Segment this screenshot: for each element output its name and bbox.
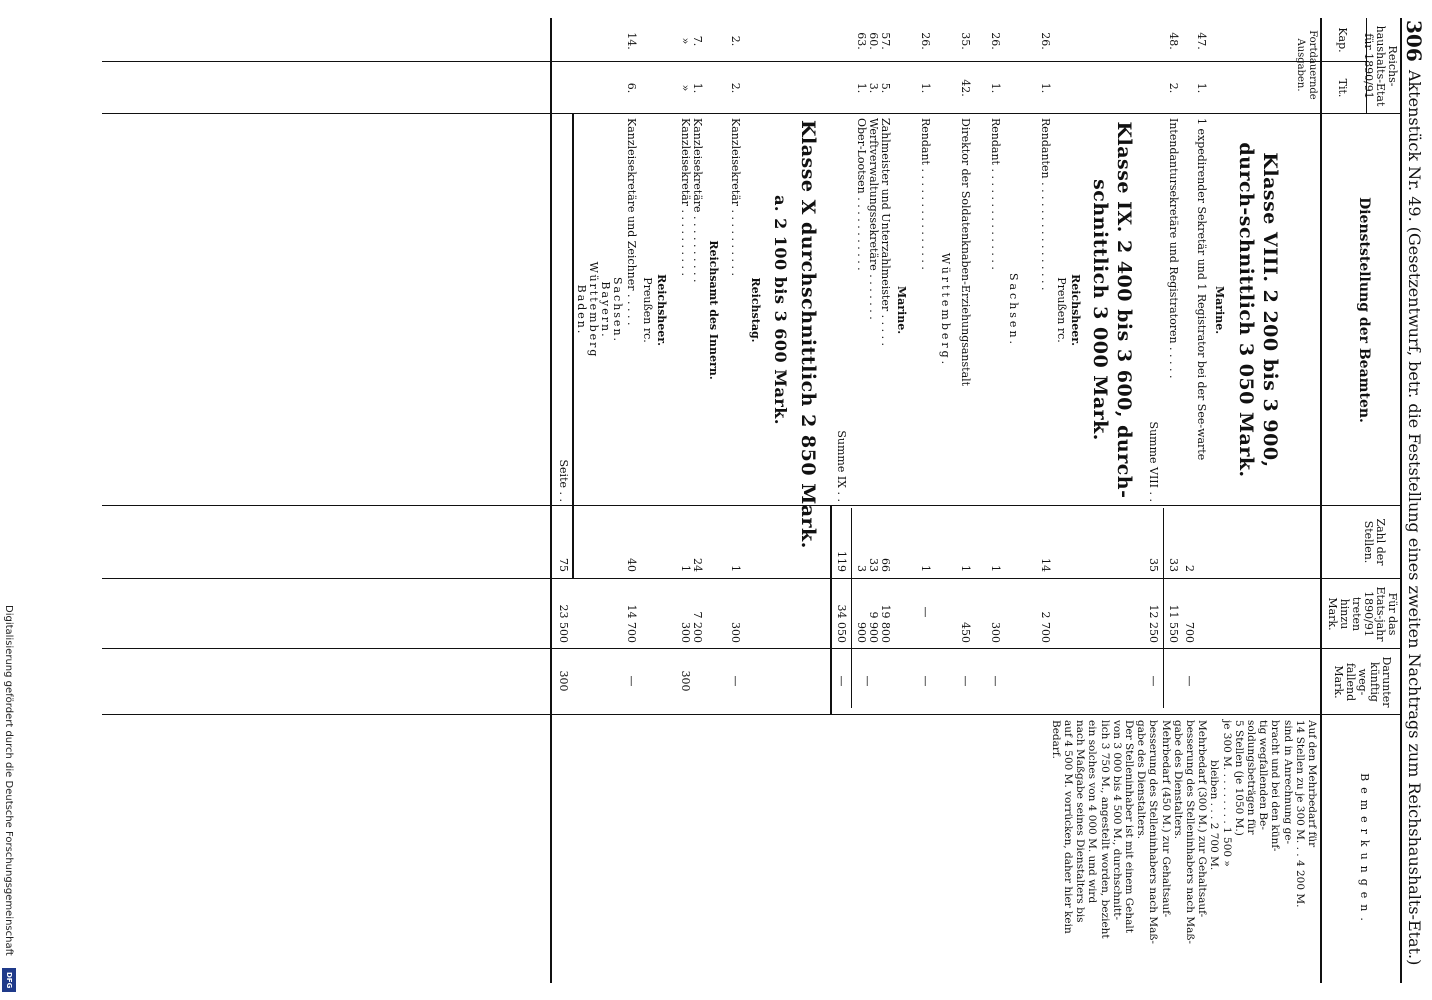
row-26c-kap: 26. [919,32,932,50]
dfg-footer [0,0,22,1000]
seite-label: Seite . . [557,459,570,502]
klasse-8-heading: Klasse VIII. 2 200 bis 3 900, durch-schnittlich 3 050 Mark. [1235,142,1281,478]
reichsheer-2-heading: Reichsheer. [655,274,668,346]
row-26a-kap: 26. [1039,32,1052,50]
remark-line: bleiben . . . 2 700 M. [1208,760,1221,871]
row-26c-tit: 1. [919,82,932,94]
row-26b-kap: 26. [989,32,1002,50]
remark-line: je 300 M. . . . . . . . . 1 500 » [1220,720,1233,867]
row-7a-zahl: 24 [691,558,704,572]
row-7b-text: Kanzleisekretär . . . . . . . . . . [679,118,692,276]
sachsen-heading: Sachsen. [1007,272,1020,348]
row-26a-zahl: 14 [1039,558,1052,572]
reichsamt-heading: Reichsamt des Innern. [707,240,720,380]
summe-9-rule [851,508,852,708]
col-sep-1 [102,113,1402,114]
row-marine-wegfall: — [861,675,874,687]
col-header-kap: Kap. [1336,27,1349,53]
row-57-zahl: 66 [879,558,892,572]
marine-heading: Marine. [1213,285,1226,335]
remark-line: gabe des Dienstalters. [1135,720,1148,840]
row-7b-tit: » [679,84,692,92]
row-26b-tit: 1. [989,82,1002,94]
col-sep-5 [102,714,1402,715]
row-2a-mark: 300 [729,622,742,643]
row-7a-mark: 7 200 [691,611,704,643]
row-26b-zahl: 1 [989,565,1002,572]
row-60-mark: 9 900 [867,611,880,643]
klasse-10-subheading: a. 2 100 bis 3 600 Mark. [771,195,790,425]
dfg-logo-icon: DFG [2,968,16,992]
row-63-zahl: 3 [855,565,868,572]
summe-8-zahl: 35 [1147,558,1160,572]
remark-line: tig wegfallenden Be- [1257,720,1270,830]
remark-line: Der Stelleninhaber ist mit einem Gehalt [1122,720,1135,933]
row-26b-text: Rendant . . . . . . . . . . . . . . . [989,118,1002,270]
row-35-tit: 42. [959,79,972,97]
marine-2-heading: Marine. [895,285,908,335]
row-48-zahl: 33 [1167,558,1180,572]
row-14-tit: 6. [625,82,638,94]
row-47-wegfall: — [1183,675,1196,687]
reichstag-heading: Reichstag. [749,277,762,343]
remark-line: 14 Stellen zu je 300 M. . . 4 200 M. [1293,720,1306,908]
row-63-mark: 900 [855,622,868,643]
row-26a-text: Rendanten . . . . . . . . . . . . . . . . [1039,118,1052,291]
row-63-text: Ober-Lootsen . . . . . . . . . . . [855,118,868,271]
row-14-wegfall: — [625,675,638,687]
row-26b-mark: 300 [989,622,1002,643]
remark-line: Mehrbedarf (300 M.) zur Gehaltsauf- [1196,720,1209,918]
remark-line: besserung des Stelleninhabers nach Maß- [1183,720,1196,944]
row-63-kap: 63. [855,32,868,50]
table-top-rule [1400,18,1402,983]
row-7b-zahl: 1 [679,565,692,572]
remarks-block [1050,720,1318,990]
row-26b-wegfall: — [989,675,1002,687]
row-14-kap: 14. [625,32,638,50]
row-26c-text: Rendant . . . . . . . . . . . . . . . [919,118,932,270]
row-2a-zahl: 1 [729,565,742,572]
page-title: Aktenstück Nr. 49. (Gesetzentwurf, betr. die Feststellung eines zweiten Nachtrags zum Reichshaushalts-Etat.) [1405,70,1424,966]
remark-line: von 3 000 bis 4 500 M., durchschnitt- [1110,720,1123,921]
col-header-kuenftig: Darunter künftig weg-fallend Mark. [1332,656,1393,708]
row-2a-tit: 2. [729,82,742,94]
row-7b-wegfall: 300 [679,670,692,692]
remark-line: ein solches von 4 000 M. und wird [1086,720,1099,904]
table-bottom-rule [550,18,552,983]
row-47-zahl: 2 [1183,565,1196,572]
row-26a-mark: 2 700 [1039,611,1052,643]
row-2a-text: Kanzleisekretär . . . . . . . . . . [729,118,742,276]
page-number: 306 [1402,20,1426,62]
row-57-kap: 57. [879,32,892,50]
row-26c-mark: — [919,606,932,618]
row-48-kap: 48. [1167,32,1180,50]
col-sep-kap [102,61,1367,62]
row-47-text: 1 expedirender Sekretär und 1 Registrator bei der See-warte [1195,118,1208,461]
row-60-kap: 60. [867,32,880,50]
footer-text: Digitalisierung gefördert durch die Deutsche Forschungsgemeinschaft [3,605,14,956]
row-48-mark: 11 550 [1167,604,1180,643]
remark-line: soldungsbeträgen für [1244,720,1257,835]
summe-8-rule [1163,508,1164,708]
row-14-text: Kanzleisekretäre und Zeichner . . . . . [625,118,638,326]
row-7a-kap: 7. [691,35,704,47]
remark-line: Mehrbedarf (450 M.) zur Gehaltsauf- [1159,720,1172,918]
row-48-text: Intendantursekretäre und Registratoren . . . . . [1167,118,1180,379]
section-fortdauernde: Fortdauernde Ausgaben. [1295,30,1318,100]
row-47-kap: 47. [1195,32,1208,50]
reichsheer-heading: Reichsheer. [1069,274,1082,346]
row-63-tit: 1. [855,82,868,94]
row-47-mark: 700 [1183,622,1196,643]
row-7b-kap: » [679,37,692,45]
col-header-beamten: Dienststellung der Beamten. [1356,197,1372,423]
col-header-bemerkungen: Bemerkungen. [1358,773,1371,927]
remark-line: Bedarf. [1049,720,1062,759]
wuerttemberg-2-heading: Württemberg [587,261,600,359]
row-60-tit: 3. [867,82,880,94]
row-7a-text: Kanzleisekretäre . . . . . . . . . . [691,118,704,283]
col-header-etat: Reichs-haushalts-Etat für 1890/91 [1362,25,1399,107]
col-sep-2 [102,505,1402,506]
col-header-jahresbedarf: Für das Etats-jahr 1890/91 treten hinzu Mark. [1326,586,1399,642]
row-26a-tit: 1. [1039,82,1052,94]
preussen-2-heading: Preußen rc. [641,277,654,343]
row-57-text: Zahlmeister und Unterzahlmeister . . . . . [879,118,892,347]
col-header-tit: Tit. [1336,78,1349,98]
row-35-text: Direktor der Soldatenknaben-Erziehungsanstalt [959,118,972,387]
remark-line: sind in Anrechnung ge- [1281,720,1294,845]
seite-rule-left [572,113,574,578]
row-57-tit: 5. [879,82,892,94]
remark-line: besserung des Stelleninhabers nach Maß- [1147,720,1160,944]
row-7a-tit: 1. [691,82,704,94]
summe-9-zahl: 119 [835,551,848,572]
row-2a-kap: 2. [729,35,742,47]
summe-9-mark: 34 050 [835,604,848,643]
remark-line: Auf den Mehrbedarf für [1306,720,1318,848]
col-sep-3 [102,578,1402,579]
summe-9-bottom-rule [830,505,832,715]
seite-mark: 23 500 [557,604,570,643]
remark-line: lich 3 750 M., angestellt worden, bezieht [1098,720,1111,939]
col-header-zahl: Zahl der Stellen. [1362,518,1387,566]
preussen-heading: Preußen rc. [1055,277,1068,343]
summe-9-wegfall: — [835,675,848,687]
remark-line: gabe des Dienstalters. [1171,720,1184,840]
row-2a-wegfall: — [729,675,742,687]
row-14-mark: 14 700 [625,604,638,643]
seite-zahl: 75 [557,558,570,572]
row-60-text: Werftverwaltungssekretäre . . . . . . . [867,118,880,320]
baden-heading: Baden. [575,284,588,336]
row-47-tit: 1. [1195,82,1208,94]
klasse-9-heading: Klasse IX. 2 400 bis 3 600, durch-schnittlich 3 000 Mark. [1089,121,1135,499]
row-35-wegfall: — [959,675,972,687]
summe-8-mark: 12 250 [1147,604,1160,643]
row-57-mark: 19 800 [879,604,892,643]
klasse-10-heading: Klasse X durchschnittlich 2 850 Mark. [797,120,819,549]
remark-line: 5 Stellen (je 1050 M.) [1232,720,1245,836]
sachsen-2-heading: Sachsen. [611,276,624,344]
bayern-heading: Bayern. [599,281,612,339]
summe-8-wegfall: — [1147,675,1160,687]
row-35-mark: 450 [959,622,972,643]
header-bottom-rule [1320,18,1322,983]
row-14-zahl: 40 [625,558,638,572]
row-35-zahl: 1 [959,565,972,572]
row-60-zahl: 33 [867,558,880,572]
row-35-kap: 35. [959,32,972,50]
row-7b-mark: 300 [679,622,692,643]
row-26c-zahl: 1 [919,565,932,572]
remark-line: bracht und bei den künf- [1269,720,1282,852]
remark-line: auf 4 500 M. vorrücken, daher hier kein [1061,720,1074,934]
wuerttemberg-heading: Württemberg. [939,252,952,368]
seite-wegfall: 300 [557,670,570,692]
col-sep-4 [102,648,1402,649]
summe-9-label: Summe IX . . [835,430,848,502]
row-48-tit: 2. [1167,82,1180,94]
row-26c-wegfall: — [919,675,932,687]
remark-line: nach Maßgabe seines Dienstalters bis [1074,720,1087,923]
summe-8-label: Summe VIII . . [1147,421,1160,502]
